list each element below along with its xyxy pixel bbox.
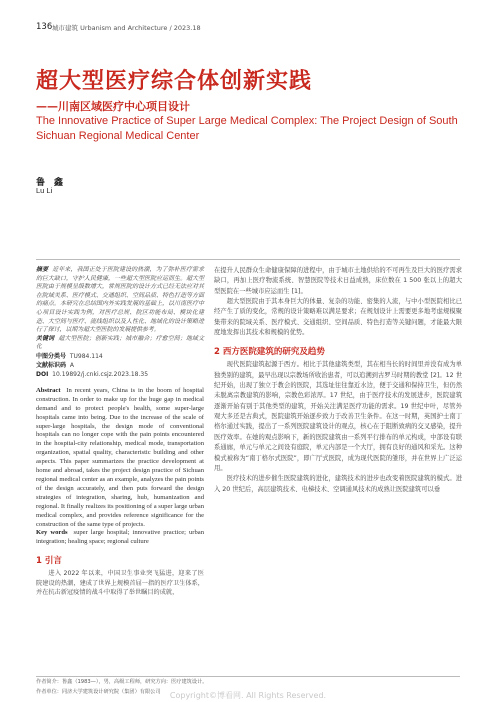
doi-line — [36, 370, 204, 379]
clc-value: TU984.114 — [69, 352, 103, 360]
clc-label: 中图分类号 — [36, 352, 67, 360]
author-introduction: 作者简介：鲁鑫（1983—），男，高级工程师，研究方向：医疗建筑设计。 — [36, 679, 208, 685]
abstract-en-text: In recent years, China is in the boom of hospital construction. In order to make up for the huge gap in medical demand and to protect people's health, some super-large hospitals came into being. Due to the increase of the scale of super-large hospitals, the design mode of conventional hospitals can no longer cope with the pain points encountered in the hospital-city relationship, medical mode, transportation organization, spatial quality, characteristic building and other aspects. This paper summarizes the practice development at home and abroad, takes the project design practice of Sichuan regional medical center as an example, analyzes the pain points of the design accurately, and then puts forward the design strategies of integration, sharing, hub, humanization and regional. It finally realizes its positioning of a super large urban medical complex, and provides reference significance for the construction of the same type of projects. — [36, 386, 205, 528]
history-paragraph-1: 现代医院建筑起源于西方。相比于其他建筑类型，其在相当长的时间里并没有成为单独类别的建筑，最早出现以宗教场所收治患者，可以追溯到古罗马时期的教堂 [2]。12 世纪开始，出现了独立于教会的医院，其选址往往靠近水边，便于交通和保持卫生，但仍然未脱离宗教建筑的影响，宗教色彩浓厚。17 世纪，由于医疗技术的发展进步，医院建筑逐渐开始有别于其他类型的建筑，开始关注满足医疗功能的需求。19 世纪中叶，尽管外观大多还是古典式，医院建筑开始逐步致力于改善卫生条件。在这一时期，英国护士南丁格尔通过实践，提出了一系列医院建筑设计的观点，核心在于阻断致病的交叉感染，提升医疗效率。在她的观点影响下，新的医院建筑由一系列平行排布的单元构成，中部设有联系通廊，单元与单元之间设有庭院，单元内部是一个大厅，拥有良好的通风和采光。这种模式被称为“南丁格尔式医院”，即广厅式医院，成为现代医院的雏形，并在世界上广泛运用。 — [214, 361, 462, 472]
doi-value[interactable]: 10.19892/j.cnki.csjz.2023.18.35 — [52, 370, 149, 378]
journal-name: 城市建筑 Urbanism and Architecture / 2023.18 — [52, 24, 201, 32]
keywords-en-text: super large hospital; innovative practice; urban integration; healing space; regional culture — [36, 529, 204, 546]
abstract-en-label: Abstract — [36, 386, 61, 394]
article-title-en: The Innovative Practice of Super Large Medical Complex: The Project Design of South Sichuan Regional Medical Center — [36, 115, 458, 142]
clc-line — [36, 352, 204, 361]
keywords-cn — [36, 335, 204, 352]
author-name-cn: 鲁 鑫 — [36, 178, 64, 188]
copyright-watermark: Copyright©博看网. All Rights Reserved. — [169, 691, 327, 700]
article-title-cn: 超大型医疗综合体创新实践 — [36, 69, 313, 94]
footer-divider — [36, 676, 460, 677]
keywords-cn-label: 关键词 — [36, 334, 55, 342]
intro-paragraph-2: 超大型医院由于其本身巨大的体量、复杂的功能、密集的人流，与中小型医院相比已经产生了质的变化，常规的设计策略难以满足要求；在规划设计上需要更多地考虑规模聚集带来的院域关系、医疗模式、交通组织、空间品质、特色打造等关键问题，才能最大限度地发挥出其技术和规模的优势。 — [214, 298, 462, 337]
author-name-en: Lu Li — [36, 186, 53, 195]
article-subtitle-cn: ——川南区域医疗中心项目设计 — [36, 100, 190, 113]
right-column — [214, 266, 462, 495]
doi-label: DOI — [36, 370, 49, 378]
header-divider — [36, 259, 460, 260]
keywords-cn-text: 超大型医院；创新实践；城市融合；疗愈空间；地域文化 — [36, 335, 205, 351]
abstract-cn-text: 近年来，我国正处于医院建设的热潮，为了弥补医疗需求的巨大缺口，守护人民健康，一些超大型医院应运而生。超大型医院由于规模呈级数增大，常规医院的设计方式已经无法应对其在院域关系、医疗模式、交通组织、空间品质、特色打造等方面的痛点。本研究在总结国内外实践发展的基础上，以川南医疗中心项目设计实践为例，对医疗总规、院区功能布局、模块化建造、大空间与医疗、流线组织以及人性化、地域化的设计策略进行了探讨，以期为超大型医院的发展提供参考。 — [36, 267, 205, 334]
doc-code-label: 文献标识码 — [36, 361, 67, 369]
section-heading-history: 2 西方医院建筑的研究及趋势 — [214, 347, 325, 358]
keywords-en-label: Key words — [36, 529, 68, 537]
history-paragraph-2: 医疗技术的进步催生医院建筑的进化，建筑技术的进步也改变着医院建筑的模式。进入 20 世纪后，高层建筑技术、电梯技术、空调通风技术的成熟让医院建筑可以垂 — [214, 475, 462, 493]
author-affiliation: 作者单位：同济大学建筑设计研究院（集团）有限公司 — [36, 689, 161, 695]
keywords-en — [36, 529, 204, 547]
intro-paragraph-continued: 在提升人民群众生命健康保障的进程中，由于城市土地供给的不可再生及巨大的医疗需求缺口，再加上医疗物流系统、智慧医院等技术日益成熟，床位数在 1 500 张以上的超大型医院在一些城市应运而生 [1]。 — [214, 267, 462, 295]
doc-code-value: A — [69, 361, 74, 369]
page-number: 136 — [36, 22, 53, 32]
abstract-en — [36, 387, 204, 530]
abstract-cn-label: 摘要 — [36, 266, 49, 273]
abstract-cn — [36, 266, 204, 335]
intro-paragraph-start: 进入 2022 年以来，中国卫生事业突飞猛进，迎来了医院建设的热潮，建成了世界上规模首屈一指的医疗卫生体系，并在抗击新冠疫情的战斗中取得了举世瞩目的成就， — [36, 570, 204, 597]
doc-code-line — [36, 361, 204, 370]
left-column — [36, 266, 204, 598]
section-heading-intro: 1 引言 — [36, 556, 62, 567]
